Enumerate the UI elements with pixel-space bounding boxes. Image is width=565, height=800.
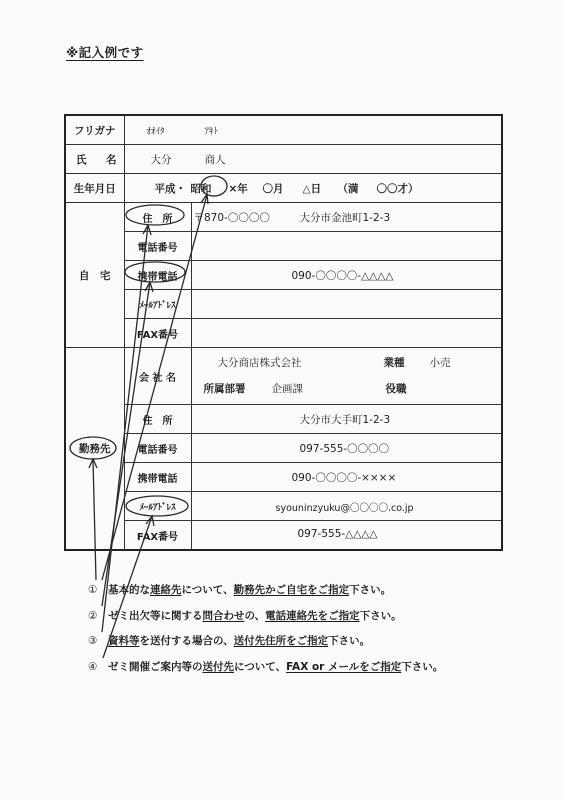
furigana-family: ｵｵｲﾀ xyxy=(146,127,165,137)
work-fax-value xyxy=(191,521,502,551)
home-address-label: 住 所 xyxy=(124,203,191,232)
note-3: ③ 資料等を送付する場合の、送付先住所をご指定下さい。 xyxy=(88,635,371,647)
work-role-label: 役職 xyxy=(385,383,407,395)
home-phone-label: 電話番号 xyxy=(124,232,191,261)
registration-form-table xyxy=(64,114,503,551)
home-fax-value xyxy=(191,319,502,348)
work-dept-label: 所属部署 xyxy=(203,383,246,395)
work-mail-value xyxy=(191,492,502,521)
work-address: 大分市大手町1-2-3 xyxy=(299,414,391,426)
name-label-1: 氏 xyxy=(76,154,87,166)
page-title: ※記入例です xyxy=(66,45,144,60)
notes-list xyxy=(88,578,443,680)
work-section-label: 勤務先 xyxy=(65,348,124,551)
home-mobile-value xyxy=(191,261,502,290)
work-fax: 097-555-△△△△ xyxy=(297,528,378,540)
birth-era-heisei: 平成・ xyxy=(154,183,186,195)
note-1: ① 基本的な連絡先について、勤務先かご自宅をご指定下さい。 xyxy=(88,584,392,596)
home-section-label: 自 宅 xyxy=(65,203,124,348)
home-mail-value xyxy=(191,290,502,319)
work-company-label: 会 社 名 xyxy=(124,348,191,405)
work-phone-value xyxy=(191,434,502,463)
name-row xyxy=(65,145,502,174)
work-dept-value xyxy=(191,376,502,405)
work-mobile: 090-〇〇〇〇-×××× xyxy=(291,472,397,484)
home-address: 大分市金池町1-2-3 xyxy=(299,212,391,224)
work-phone-label: 電話番号 xyxy=(124,434,191,463)
work-mobile-value xyxy=(191,463,502,492)
furigana-given: ｱｷﾄ xyxy=(204,127,219,137)
home-mail-label: ﾒｰﾙｱﾄﾞﾚｽ xyxy=(124,290,191,319)
furigana-row xyxy=(65,115,502,145)
work-address-label: 住 所 xyxy=(124,405,191,434)
birth-era-showa: 昭和 xyxy=(190,183,212,195)
birth-age: 〇〇才） xyxy=(376,183,419,195)
birth-row xyxy=(65,174,502,203)
work-dept: 企画課 xyxy=(271,383,303,395)
home-postal: 〒870-〇〇〇〇 xyxy=(193,212,270,224)
home-mobile-label: 携帯電話 xyxy=(124,261,191,290)
work-address-value xyxy=(191,405,502,434)
birth-day: △日 xyxy=(302,183,322,195)
name-given: 商人 xyxy=(204,154,226,166)
work-mobile-label: 携帯電話 xyxy=(124,463,191,492)
home-address-value xyxy=(191,203,502,232)
home-phone-value xyxy=(191,232,502,261)
home-mobile: 090-〇〇〇〇-△△△△ xyxy=(291,270,394,282)
name-value xyxy=(124,145,502,174)
name-label-2: 名 xyxy=(106,154,117,166)
birth-year: ×年 xyxy=(228,183,248,195)
note-2: ② ゼミ出欠等に関する問合わせの、電話連絡先をご指定下さい。 xyxy=(88,609,402,622)
birth-value xyxy=(124,174,502,203)
furigana-label: フリガナ xyxy=(65,115,124,145)
name-family: 大分 xyxy=(150,154,172,166)
work-phone: 097-555-〇〇〇〇 xyxy=(299,443,390,455)
work-mail: syouninzyuku@〇〇〇〇.co.jp xyxy=(275,503,414,514)
home-fax-label: FAX番号 xyxy=(124,319,191,348)
birth-month: 〇月 xyxy=(262,183,284,195)
work-company-value xyxy=(191,348,502,377)
work-fax-label: FAX番号 xyxy=(124,521,191,551)
work-industry-label: 業種 xyxy=(383,357,405,369)
note-4: ④ ゼミ開催ご案内等の送付先について、FAX or メールをご指定下さい。 xyxy=(88,660,444,673)
name-label xyxy=(65,145,124,174)
furigana-value xyxy=(124,115,502,145)
work-mail-label: ﾒｰﾙｱﾄﾞﾚｽ xyxy=(124,492,191,521)
birth-age-prefix: （満 xyxy=(337,183,359,195)
work-industry: 小売 xyxy=(429,357,451,369)
birth-label: 生年月日 xyxy=(65,174,124,203)
work-company: 大分商店株式会社 xyxy=(217,357,302,369)
